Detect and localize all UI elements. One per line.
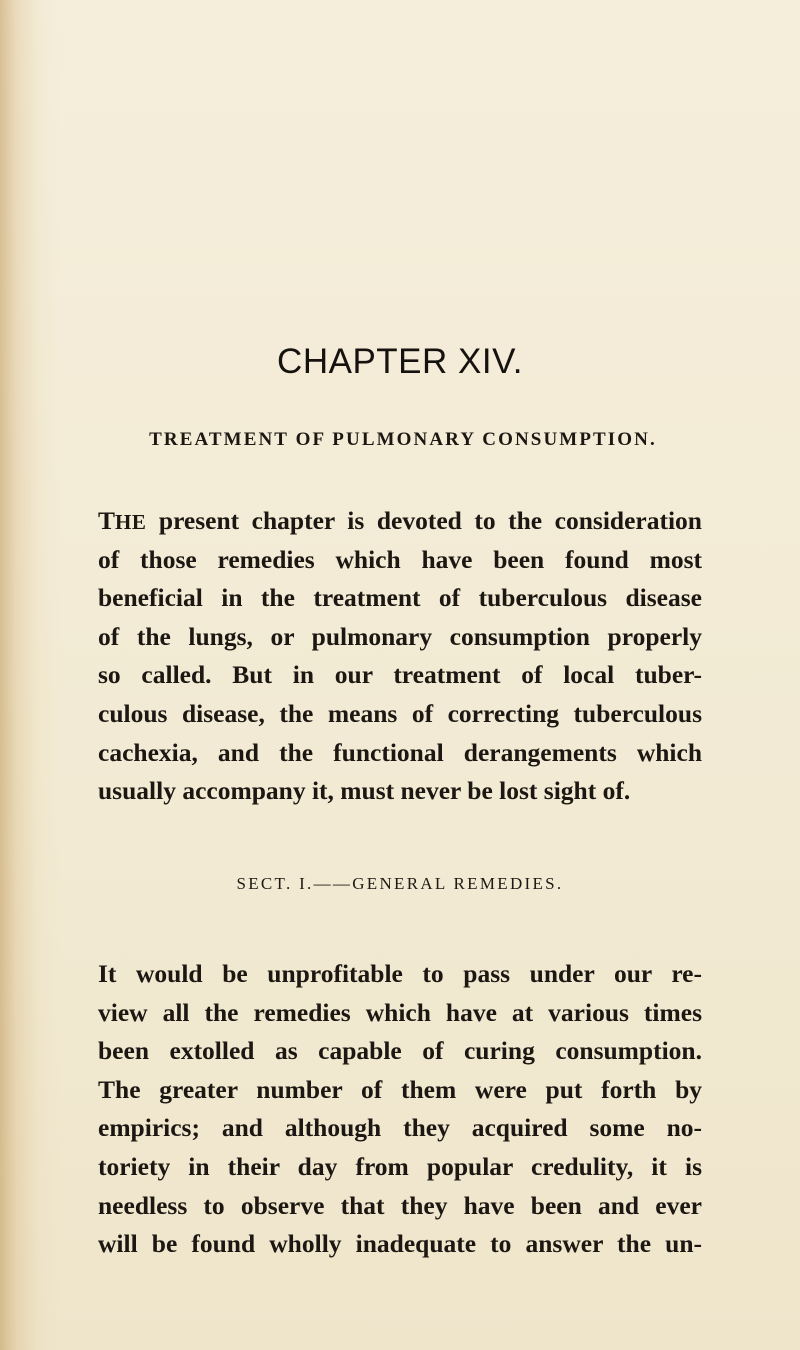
paragraph-2 [98, 955, 702, 1264]
drop-initial: T [98, 506, 116, 535]
paragraph-line: of the lungs, or pulmonary consumption properly [98, 621, 702, 651]
paragraph-line: cachexia, and the functional derangements which [98, 737, 702, 767]
paragraph-line: usually accompany it, must never be lost sight of. [98, 776, 631, 806]
paragraph-line: THE present chapter is devoted to the consideration [98, 506, 702, 535]
small-caps-word: HE [115, 510, 147, 534]
paragraph-line: will be found wholly inadequate to answer the un- [98, 1229, 702, 1259]
paragraph-1 [98, 502, 702, 811]
paragraph-line: The greater number of them were put forth by [98, 1074, 702, 1104]
paragraph-line: empirics; and although they acquired some no- [98, 1113, 702, 1143]
chapter-subtitle: TREATMENT OF PULMONARY CONSUMPTION. [149, 429, 657, 450]
paragraph-line: toriety in their day from popular credulity, it is [98, 1151, 702, 1181]
paragraph-line: needless to observe that they have been and ever [98, 1190, 702, 1220]
paragraph-line: It would be unprofitable to pass under our re- [98, 959, 702, 988]
paragraph-line: culous disease, the means of correcting tuberculous [98, 698, 702, 728]
chapter-title: CHAPTER XIV. [277, 342, 523, 381]
paragraph-line: of those remedies which have been found most [98, 544, 702, 574]
section-heading: SECT. I.——GENERAL REMEDIES. [236, 874, 564, 893]
paragraph-line: view all the remedies which have at various times [98, 997, 702, 1027]
paragraph-line: been extolled as capable of curing consumption. [98, 1036, 702, 1066]
paragraph-line: so called. But in our treatment of local tuber- [98, 660, 702, 690]
paragraph-line: beneficial in the treatment of tuberculous disease [98, 583, 702, 613]
